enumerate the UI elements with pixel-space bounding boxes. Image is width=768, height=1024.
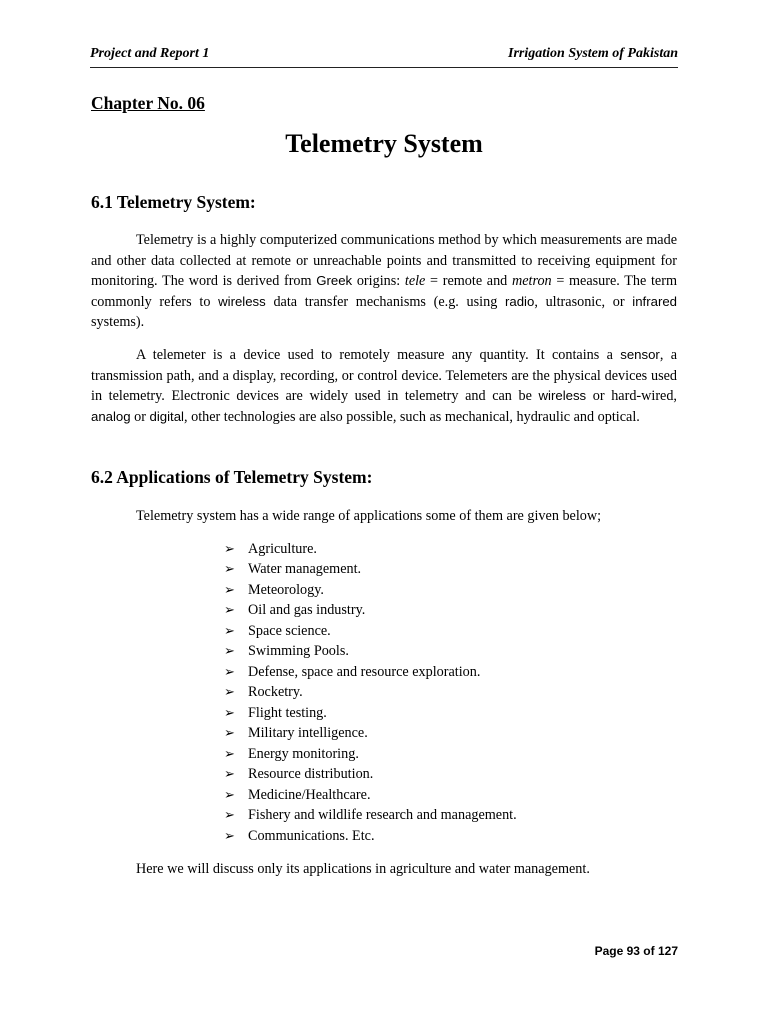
list-item: [224, 703, 517, 724]
list-item-label: Fishery and wildlife research and management.: [248, 807, 517, 823]
header-right-title: Irrigation System of Pakistan: [508, 46, 678, 61]
section-heading-6-1: 6.1 Telemetry System:: [91, 192, 256, 212]
arrow-bullet-icon: ➢: [224, 602, 235, 617]
list-item-label: Communications. Etc.: [248, 827, 375, 844]
list-item: [224, 744, 517, 765]
list-item-label: Meteorology.: [248, 581, 324, 598]
paragraph-telemeter-definition: A telemeter is a device used to remotely measure any quantity. It contains a sensor, a transmission path, and a display, recording, or control device. Telemeters are the physical devices used in telemetry. Electronic devices are widely used in telemetry and can be wireless or hard-wired, analog or digital, other technologies are also possible, such as mechanical, hydraulic and optical.: [91, 347, 677, 425]
arrow-bullet-icon: ➢: [224, 807, 235, 822]
arrow-bullet-icon: ➢: [224, 540, 235, 556]
list-item: [224, 723, 517, 744]
arrow-bullet-icon: ➢: [224, 684, 235, 699]
header-divider: [90, 67, 678, 68]
link-radio: radio: [505, 293, 535, 309]
page-title: Telemetry System: [285, 129, 483, 158]
applications-list: [224, 539, 517, 847]
link-wireless: wireless: [218, 293, 266, 309]
list-item: [224, 826, 517, 847]
chapter-label: Chapter No. 06: [91, 93, 205, 113]
list-item-label: Swimming Pools.: [248, 643, 349, 659]
list-item-label: Water management.: [248, 561, 362, 577]
list-item: [224, 682, 517, 703]
arrow-bullet-icon: ➢: [224, 663, 235, 679]
link-infrared: infrared: [632, 293, 678, 309]
arrow-bullet-icon: ➢: [224, 622, 235, 638]
link-digital: digital: [149, 408, 184, 424]
header-left-title: Project and Report 1: [90, 46, 210, 61]
arrow-bullet-icon: ➢: [224, 581, 235, 597]
arrow-bullet-icon: ➢: [224, 725, 235, 740]
list-item-label: Flight testing.: [248, 704, 327, 721]
list-item: [224, 539, 517, 560]
closing-paragraph: Here we will discuss only its applications in agriculture and water management.: [136, 861, 590, 877]
link-analog: analog: [91, 408, 131, 424]
list-item: [224, 621, 517, 642]
list-item-label: Space science.: [248, 622, 331, 639]
section-heading-6-2: 6.2 Applications of Telemetry System:: [91, 467, 373, 487]
page-number: Page 93 of 127: [594, 944, 678, 958]
list-item: [224, 764, 517, 785]
list-item-label: Oil and gas industry.: [248, 602, 366, 618]
link-wireless-2: wireless: [538, 388, 587, 403]
arrow-bullet-icon: ➢: [224, 704, 235, 720]
applications-intro: Telemetry system has a wide range of applications some of them are given below;: [136, 508, 602, 524]
list-item: [224, 805, 517, 826]
list-item-label: Energy monitoring.: [248, 745, 359, 762]
list-item: [224, 641, 517, 662]
arrow-bullet-icon: ➢: [224, 561, 235, 576]
arrow-bullet-icon: ➢: [224, 745, 235, 761]
arrow-bullet-icon: ➢: [224, 643, 235, 658]
paragraph-telemetry-definition: Telemetry is a highly computerized communications method by which measurements are made and other data collected at remote or unreachable points and transmitted to receiving equipment for monitoring. The word is derived from Greek origins: tele = remote and metron = measure. The term commonly refers to wireless data transfer mechanisms (e.g. using radio, ultrasonic, or infrared systems).: [91, 232, 678, 330]
list-item-label: Defense, space and resource exploration.: [248, 663, 481, 680]
list-item: [224, 662, 517, 683]
list-item-label: Medicine/Healthcare.: [248, 786, 371, 803]
list-item: [224, 785, 517, 806]
list-item-label: Military intelligence.: [248, 725, 368, 741]
link-greek: Greek: [316, 273, 353, 288]
list-item: [224, 600, 517, 621]
arrow-bullet-icon: ➢: [224, 786, 235, 802]
list-item: [224, 559, 517, 580]
list-item-label: Resource distribution.: [248, 766, 374, 782]
arrow-bullet-icon: ➢: [224, 766, 235, 781]
link-sensor: sensor: [620, 347, 660, 362]
list-item: [224, 580, 517, 601]
list-item-label: Agriculture.: [248, 540, 317, 557]
arrow-bullet-icon: ➢: [224, 827, 235, 843]
list-item-label: Rocketry.: [248, 684, 303, 700]
